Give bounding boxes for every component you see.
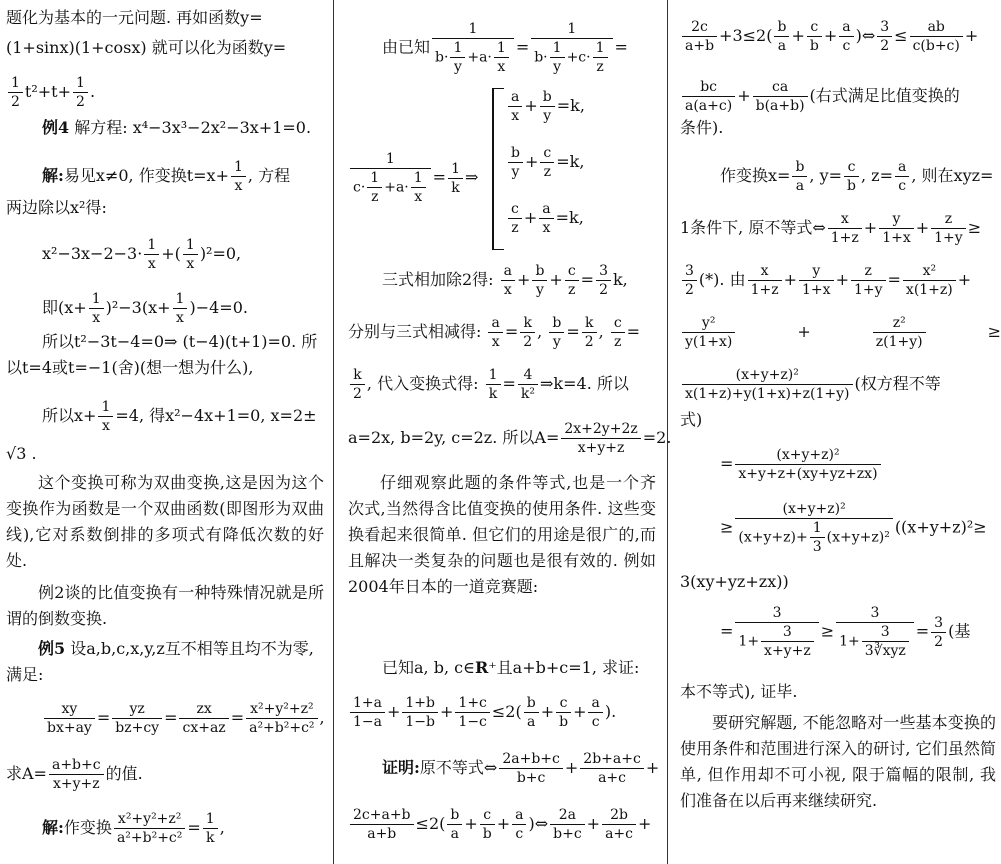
text-line: 所以t²−3t−4=0⇒ (t−4)(t+1)=0. 所 (42, 332, 318, 351)
text-line: 题化为基本的一元问题. 再如函数y= (6, 8, 263, 27)
formula-line: 1 c· $\frac{1}{z}$ +a· $\frac{1}{x}$ = $\frac{1}{k}$ ⇒ (348, 150, 656, 206)
formula-line: $\frac{k}{2}$ , 代入变换式得: $\frac{1}{k}$ = $\frac{4}{\text{k²}}$ ⇒k=4. 所以 (348, 366, 656, 403)
paragraph: 这个变换可称为双曲变换,这是因为这个变换作为函数是一个双曲函数(即图形为双曲线),它对系数倒排的多项式有降低次数的好处. (6, 473, 324, 570)
system-eq-2: $\frac{b}{y}$ + $\frac{c}{z}$ =k, (506, 144, 584, 181)
column-1 (6, 0, 324, 864)
formula-line: $\frac{3}{2}$ (*). 由 $\frac{x}{1+z}$ + $\frac{y}{1+x}$ + $\frac{z}{1+y}$ = $\frac{\text{x²}}{x(1+z)}$ + (680, 262, 996, 299)
formula-line: 分别与三式相减得: $\frac{a}{x}$ = $\frac{k}{2}$ , $\frac{b}{y}$ = $\frac{k}{2}$ , $\frac{c}{z}$ = (348, 315, 641, 350)
formula-line: $\frac{2c}{a+b}$ +3≤2( $\frac{b}{a}$ + $\frac{c}{b}$ + $\frac{a}{c}$ )⇔ $\frac{3}{2}$ ≤ $\frac{ab}{c(b+c)}$ + (680, 18, 996, 55)
formula-line: $\frac{bc}{a(a+c)}$ + $\frac{ca}{b(a+b)}$ (右式满足比值变换的 (680, 78, 996, 115)
paragraph: 仔细观察此题的条件等式,也是一个齐次式,当然得含比值变换的使用条件. 这些变换看起来很简单. 但它们的用途是很广的,而且解决一类复杂的问题也是很有效的. 例如2004年日本的一道竞赛题: (348, 473, 656, 596)
example-text: 设a,b,c,x,y,z互不相等且均不为零,满足: (6, 639, 314, 684)
paragraph: 要研究解题, 不能忽略对一些基本变换的使用条件和范围进行深入的研讨, 它们虽然简单, 但作用却不可小视, 限于篇幅的限制, 我们准备在以后再来继续研究. (680, 713, 996, 810)
example-label: 例4 (42, 118, 70, 137)
formula-line: 所以x+ $\frac{1}{x}$ =4, 得x²−4x+1=0, x=2± (42, 399, 317, 434)
system-eq-3: $\frac{c}{z}$ + $\frac{a}{x}$ =k, (506, 200, 584, 237)
solution-label: 解: (42, 818, 64, 837)
example-text: 解方程: x⁴−3x³−2x²−3x+1=0. (74, 118, 312, 137)
formula-line: 即(x+ $\frac{1}{x}$ )²−3(x+ $\frac{1}{x}$ )−4=0. (42, 291, 248, 326)
proof-label: 证明: (382, 758, 420, 777)
formula-line: $\frac{2c+a+b}{a+b}$ ≤2( $\frac{b}{a}$ + $\frac{c}{b}$ + $\frac{a}{c}$ )⇔ $\frac{2a}{b+c}$ + $\frac{2b}{a+c}$ + (348, 806, 656, 843)
solution-label: 解: (42, 166, 64, 185)
example-label: 例5 (38, 639, 66, 658)
formula-line: 三式相加除2得: $\frac{a}{x}$ + $\frac{b}{y}$ + $\frac{c}{z}$ = $\frac{3}{2}$ k, (382, 263, 628, 298)
text-line: 两边除以x²得: (6, 198, 107, 217)
column-2 (342, 0, 672, 864)
solution-text: 易见x≠0, 作变换t=x+ (63, 166, 229, 185)
example-5 (6, 636, 324, 688)
text-given: 由已知 (382, 37, 431, 57)
formula-line: $\frac{1}{2}$ t²+t+ $\frac{1}{2}$ . (6, 74, 324, 111)
formula-line: 求A= $\frac{a+b+c}{x+y+z}$ 的值. (6, 757, 143, 792)
text-line: 本不等式), 证毕. (680, 682, 798, 701)
column-3 (680, 0, 1001, 864)
formula-line: x²−3x−2−3· $\frac{1}{x}$ +( $\frac{1}{x}$ )²=0, (42, 237, 242, 272)
equation-system (492, 88, 612, 254)
system-eq-1: $\frac{a}{x}$ + $\frac{b}{y}$ =k, (506, 88, 585, 125)
text-line: 式) (680, 410, 703, 429)
text-line: √3 . (6, 444, 37, 463)
column-divider-left (333, 0, 334, 864)
formula-line: $\frac{\text{y²}}{y(1+x)}$ + $\frac{\text{z²}}{z(1+y)}$ ≥ (680, 314, 996, 351)
example-4 (42, 118, 324, 138)
text-line: 条件). (680, 118, 724, 137)
brace (492, 88, 504, 250)
formula-line: $\frac{xy}{bx+ay}$ = $\frac{yz}{bz+cy}$ = $\frac{zx}{cx+az}$ = $\frac{\text{x²+y²+z²}}{\text{a²+b²+c²}}$ , (42, 700, 324, 737)
formula-line: = $\frac{\text{(x+y+z)²}}{x+y+z+(xy+yz+zx)}$ (720, 446, 996, 483)
text-line: 以t=4或t=−1(舍)(想一想为什么), (6, 358, 254, 377)
formula-line: ≥ (x+y+z)² (x+y+z)+ $\frac{1}{3}$ (x+y+z)² ((x+y+z)²≥ (720, 501, 987, 555)
solution-line: 解:作变换 $\frac{\text{x²+y²+z²}}{\text{a²+b²+c²}}$ = $\frac{1}{k}$ , (42, 811, 225, 846)
formula-line: 1条件下, 原不等式⇔ $\frac{x}{1+z}$ + $\frac{y}{1+x}$ + $\frac{z}{1+y}$ ≥ (680, 211, 982, 246)
formula-line: $\frac{\text{(x+y+z)²}}{x(1+z)+y(1+x)+z(1+y)}$ (权方程不等 (680, 366, 996, 403)
solution-line: 解:易见x≠0, 作变换t=x+ $\frac{1}{x}$ , 方程 (42, 159, 291, 194)
paragraph: 例2谈的比值变换有一种特殊情况就是所谓的倒数变换. (6, 583, 324, 628)
formula-line: 由已知 1 b· $\frac{1}{y}$ +a· $\frac{1}{x}$ = 1 b· $\frac{1}{y}$ +c· $\frac{1}{z}$ = (382, 21, 628, 75)
text-line: 已知a, b, c∈R⁺且a+b+c=1, 求证: (382, 658, 640, 677)
text-line: 3(xy+yz+zx)) (680, 572, 789, 591)
formula-line: = 3 1+ $\frac{3}{x+y+z}$ ≥ 3 1+ $\frac{3}{\text{3∛xyz}}$ = $\frac{3}{2}$ (基 (720, 605, 971, 659)
formula-line: 作变换x= $\frac{b}{a}$ , y= $\frac{c}{b}$ , z= $\frac{a}{c}$ , 则在xyz= (720, 159, 994, 194)
formula-line: a=2x, b=2y, c=2z. 所以A= $\frac{2x+2y+2z}{x+y+z}$ =2. (348, 421, 672, 456)
formula-line: $\frac{1+a}{1-a}$ + $\frac{1+b}{1-b}$ + $\frac{1+c}{1-c}$ ≤2( $\frac{b}{a}$ + $\frac{c}{b}$ + $\frac{a}{c}$ ). (348, 694, 656, 731)
text-line: (1+sinx)(1+cosx) 就可以化为函数y= (6, 38, 287, 57)
proof-line: 证明:原不等式⇔ $\frac{2a+b+c}{b+c}$ + $\frac{2b+a+c}{a+c}$ + (382, 751, 660, 786)
